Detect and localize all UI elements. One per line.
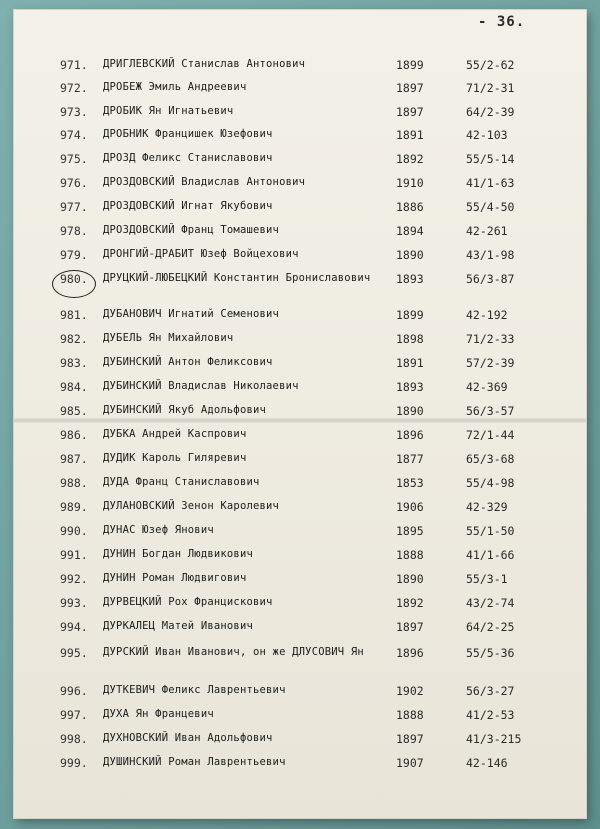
entry-ref: 41/2-53 xyxy=(466,708,515,722)
entry-num: 988. xyxy=(60,476,88,490)
entry-num: 972. xyxy=(60,81,88,95)
entry-row xyxy=(0,308,600,332)
entry-year: 1894 xyxy=(396,224,424,238)
entry-name: ДУБКА Андрей Каспрович xyxy=(103,428,247,440)
page-number: - 36. xyxy=(478,14,526,30)
entry-year: 1853 xyxy=(396,476,424,490)
entry-num: 984. xyxy=(60,380,88,394)
entry-num: 978. xyxy=(60,224,88,238)
entry-num: 973. xyxy=(60,105,88,119)
entry-num: 992. xyxy=(60,572,88,586)
entry-year: 1907 xyxy=(396,756,424,770)
entry-ref: 55/4-98 xyxy=(466,476,515,490)
entry-year: 1888 xyxy=(396,548,424,562)
entry-row xyxy=(0,756,600,780)
entry-ref: 41/1-66 xyxy=(466,548,515,562)
entry-year: 1897 xyxy=(396,620,424,634)
entry-row xyxy=(0,105,600,129)
entry-num: 987. xyxy=(60,452,88,466)
entry-ref: 55/2-62 xyxy=(466,58,515,72)
entry-year: 1898 xyxy=(396,332,424,346)
entry-num: 980. xyxy=(60,272,88,286)
entry-ref: 55/1-50 xyxy=(466,524,515,538)
entry-row xyxy=(0,476,600,500)
entry-ref: 71/2-31 xyxy=(466,81,515,95)
entry-row xyxy=(0,380,600,404)
entry-name: ДРОНГИЙ-ДРАБИТ Юзеф Войцехович xyxy=(103,248,299,260)
entry-row xyxy=(0,356,600,380)
entry-name: ДУХА Ян Францевич xyxy=(103,708,214,720)
entry-ref: 42-261 xyxy=(466,224,508,238)
entry-row xyxy=(0,708,600,732)
entry-num: 996. xyxy=(60,684,88,698)
entry-num: 986. xyxy=(60,428,88,442)
entry-num: 989. xyxy=(60,500,88,514)
entry-year: 1899 xyxy=(396,58,424,72)
entry-row xyxy=(0,732,600,756)
entry-row xyxy=(0,596,600,620)
entry-name: ДУЛАНОВСКИЙ Зенон Каролевич xyxy=(103,500,280,512)
entry-row xyxy=(0,248,600,272)
entry-row xyxy=(0,58,600,82)
entry-num: 977. xyxy=(60,200,88,214)
entry-ref: 55/3-1 xyxy=(466,572,508,586)
entry-ref: 71/2-33 xyxy=(466,332,515,346)
entry-name: ДУТКЕВИЧ Феликс Лаврентьевич xyxy=(103,684,286,696)
entry-name: ДУНИН Богдан Людвикович xyxy=(103,548,253,560)
entry-name: ДРОЗДОВСКИЙ Игнат Якубович xyxy=(103,200,273,212)
entry-year: 1897 xyxy=(396,81,424,95)
entry-row xyxy=(0,500,600,524)
entry-row xyxy=(0,176,600,200)
entry-year: 1897 xyxy=(396,105,424,119)
entry-row xyxy=(0,81,600,105)
entry-year: 1886 xyxy=(396,200,424,214)
entry-year: 1891 xyxy=(396,356,424,370)
entry-num: 995. xyxy=(60,646,88,660)
entry-row xyxy=(0,428,600,452)
entry-row xyxy=(0,128,600,152)
entry-ref: 42-369 xyxy=(466,380,508,394)
entry-name: ДРОБИК Ян Игнатьевич xyxy=(103,105,234,117)
entry-ref: 42-192 xyxy=(466,308,508,322)
entry-num: 997. xyxy=(60,708,88,722)
entry-row xyxy=(0,404,600,428)
entry-num: 985. xyxy=(60,404,88,418)
entry-row xyxy=(0,646,600,670)
entry-year: 1890 xyxy=(396,572,424,586)
entry-name: ДУШИНСКИЙ Роман Лаврентьевич xyxy=(103,756,286,768)
entry-row xyxy=(0,524,600,548)
entry-ref: 55/5-14 xyxy=(466,152,515,166)
entry-num: 974. xyxy=(60,128,88,142)
entry-row xyxy=(0,332,600,356)
entry-num: 976. xyxy=(60,176,88,190)
entry-year: 1897 xyxy=(396,732,424,746)
entry-num: 979. xyxy=(60,248,88,262)
entry-year: 1892 xyxy=(396,152,424,166)
entry-name: ДРОБЕЖ Эмиль Андреевич xyxy=(103,81,247,93)
entry-name: ДРОЗД Феликс Станиславович xyxy=(103,152,273,164)
entry-year: 1893 xyxy=(396,272,424,286)
entry-name: ДУБИНСКИЙ Якуб Адольфович xyxy=(103,404,267,416)
entry-num: 999. xyxy=(60,756,88,770)
entry-name: ДРОЗДОВСКИЙ Владислав Антонович xyxy=(103,176,306,188)
entry-name: ДРОЗДОВСКИЙ Франц Томашевич xyxy=(103,224,280,236)
entry-ref: 41/3-215 xyxy=(466,732,522,746)
entry-name: ДРУЦКИЙ-ЛЮБЕЦКИЙ Константин Брониславович xyxy=(103,272,371,284)
entry-name: ДРОБНИК Францишек Юзефович xyxy=(103,128,273,140)
entry-ref: 43/2-74 xyxy=(466,596,515,610)
entry-name: ДУБЕЛЬ Ян Михайлович xyxy=(103,332,234,344)
entry-name: ДУРСКИЙ Иван Иванович, он же ДЛУСОВИЧ Ян xyxy=(103,646,364,658)
entry-ref: 72/1-44 xyxy=(466,428,515,442)
entry-num: 981. xyxy=(60,308,88,322)
entry-ref: 64/2-39 xyxy=(466,105,515,119)
entry-row xyxy=(0,684,600,708)
entry-name: ДУБИНСКИЙ Антон Феликсович xyxy=(103,356,273,368)
entry-year: 1899 xyxy=(396,308,424,322)
entry-ref: 55/4-50 xyxy=(466,200,515,214)
entry-ref: 42-329 xyxy=(466,500,508,514)
entry-num: 975. xyxy=(60,152,88,166)
entry-name: ДУДИК Кароль Гиляревич xyxy=(103,452,247,464)
entry-num: 998. xyxy=(60,732,88,746)
entry-year: 1910 xyxy=(396,176,424,190)
entry-name: ДУБАНОВИЧ Игнатий Семенович xyxy=(103,308,280,320)
entry-year: 1893 xyxy=(396,380,424,394)
entry-row xyxy=(0,272,600,296)
entry-ref: 43/1-98 xyxy=(466,248,515,262)
entry-name: ДУНАС Юзеф Янович xyxy=(103,524,214,536)
entry-num: 991. xyxy=(60,548,88,562)
entry-name: ДУХНОВСКИЙ Иван Адольфович xyxy=(103,732,273,744)
entry-year: 1906 xyxy=(396,500,424,514)
entry-year: 1890 xyxy=(396,404,424,418)
entry-ref: 57/2-39 xyxy=(466,356,515,370)
entry-year: 1895 xyxy=(396,524,424,538)
entry-ref: 56/3-27 xyxy=(466,684,515,698)
entry-year: 1877 xyxy=(396,452,424,466)
entry-name: ДУНИН Роман Людвигович xyxy=(103,572,247,584)
entry-ref: 42-146 xyxy=(466,756,508,770)
entry-year: 1892 xyxy=(396,596,424,610)
entry-row xyxy=(0,572,600,596)
entry-name: ДУДА Франц Станиславович xyxy=(103,476,260,488)
entry-ref: 42-103 xyxy=(466,128,508,142)
entry-num: 983. xyxy=(60,356,88,370)
entry-row xyxy=(0,620,600,644)
entry-row xyxy=(0,452,600,476)
entry-num: 971. xyxy=(60,58,88,72)
entry-year: 1896 xyxy=(396,428,424,442)
entry-num: 982. xyxy=(60,332,88,346)
entry-num: 994. xyxy=(60,620,88,634)
entry-ref: 41/1-63 xyxy=(466,176,515,190)
entry-row xyxy=(0,152,600,176)
entry-name: ДУРКАЛЕЦ Матей Иванович xyxy=(103,620,253,632)
entry-ref: 56/3-87 xyxy=(466,272,515,286)
entry-ref: 55/5-36 xyxy=(466,646,515,660)
entry-row xyxy=(0,224,600,248)
entry-ref: 65/3-68 xyxy=(466,452,515,466)
entry-row xyxy=(0,548,600,572)
entry-year: 1902 xyxy=(396,684,424,698)
entry-year: 1890 xyxy=(396,248,424,262)
entry-num: 993. xyxy=(60,596,88,610)
entry-row xyxy=(0,200,600,224)
entry-year: 1888 xyxy=(396,708,424,722)
entry-ref: 56/3-57 xyxy=(466,404,515,418)
entry-name: ДУБИНСКИЙ Владислав Николаевич xyxy=(103,380,299,392)
entry-ref: 64/2-25 xyxy=(466,620,515,634)
entry-num: 990. xyxy=(60,524,88,538)
entry-name: ДРИГЛЕВСКИЙ Станислав Антонович xyxy=(103,58,306,70)
entry-name: ДУРВЕЦКИЙ Рох Францискович xyxy=(103,596,273,608)
entry-year: 1891 xyxy=(396,128,424,142)
entry-year: 1896 xyxy=(396,646,424,660)
